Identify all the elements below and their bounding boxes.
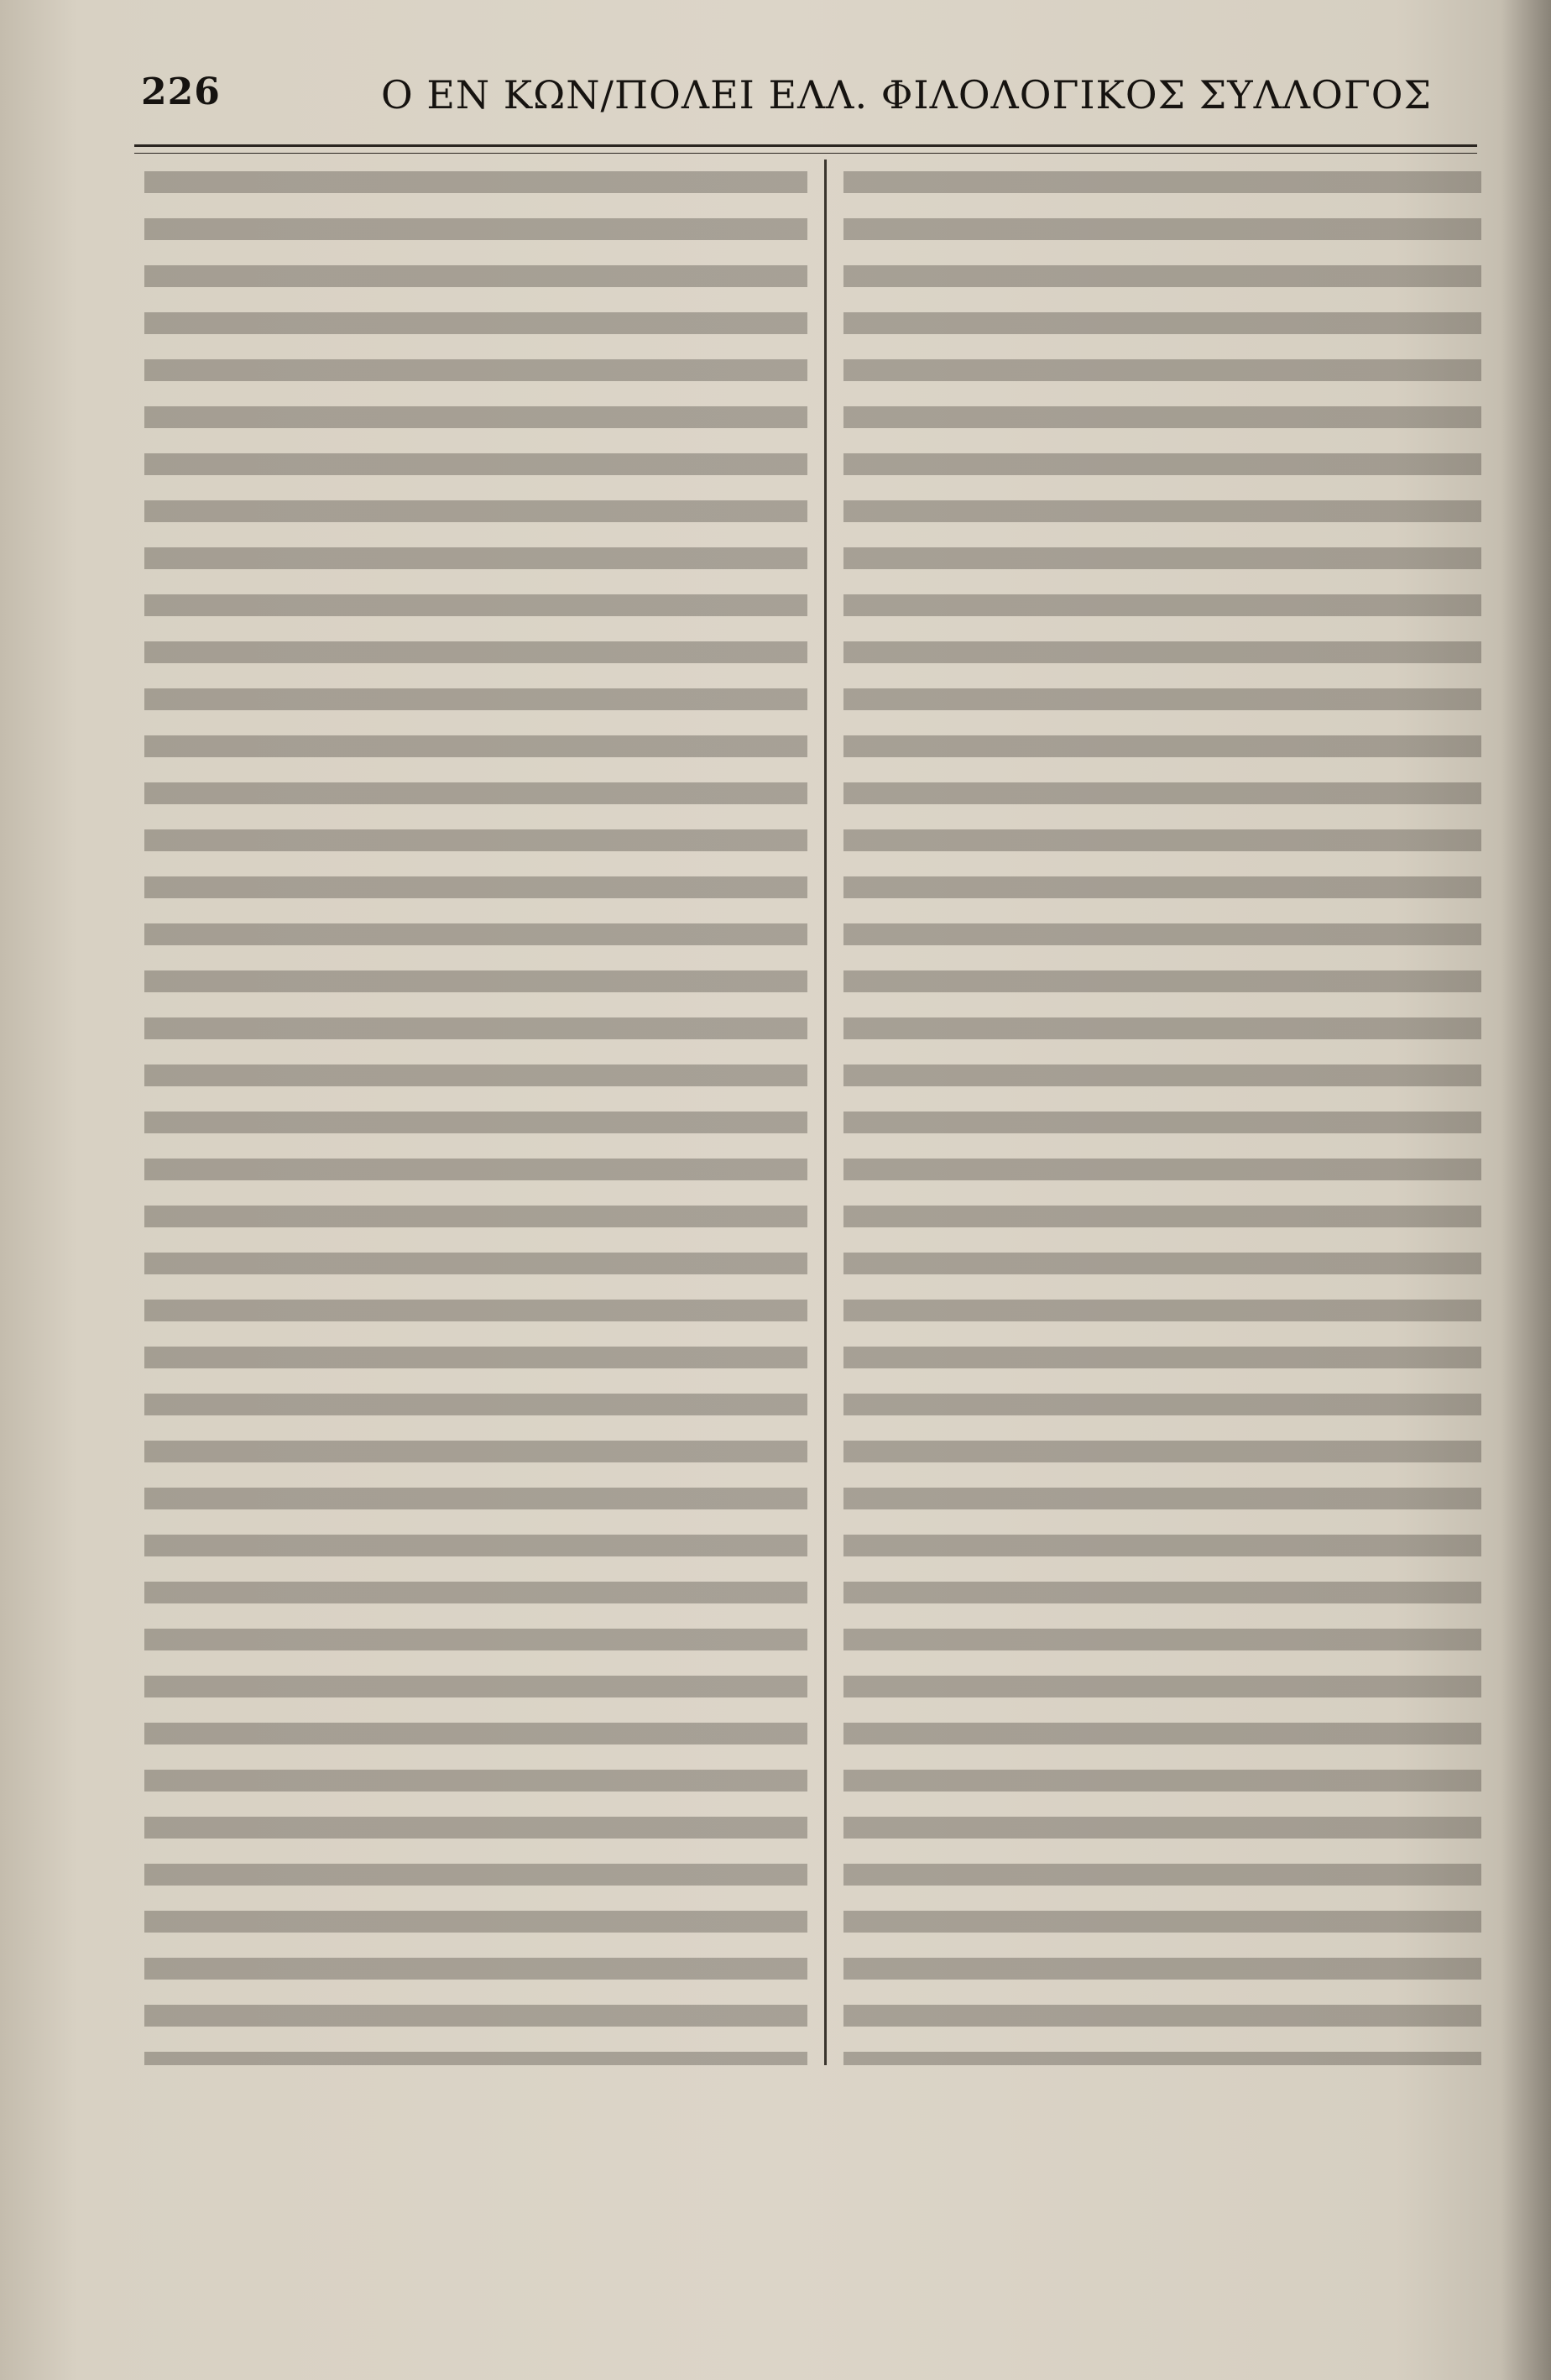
page-header (126, 67, 1486, 126)
header-rule (134, 144, 1477, 147)
page-number: 226 (141, 71, 221, 113)
right-text-column (843, 160, 1481, 2065)
left-text-column (144, 160, 807, 2065)
column-divider (824, 160, 827, 2065)
header-rule-thin (134, 153, 1477, 154)
binding-shadow (1501, 0, 1551, 2380)
running-title: Ο ΕΝ ΚΩΝ/ΠΟΛΕΙ ΕΛΛ. ΦΙΛΟΛΟΓΙΚΟΣ ΣΥΛΛΟΓΟΣ (381, 72, 1432, 118)
